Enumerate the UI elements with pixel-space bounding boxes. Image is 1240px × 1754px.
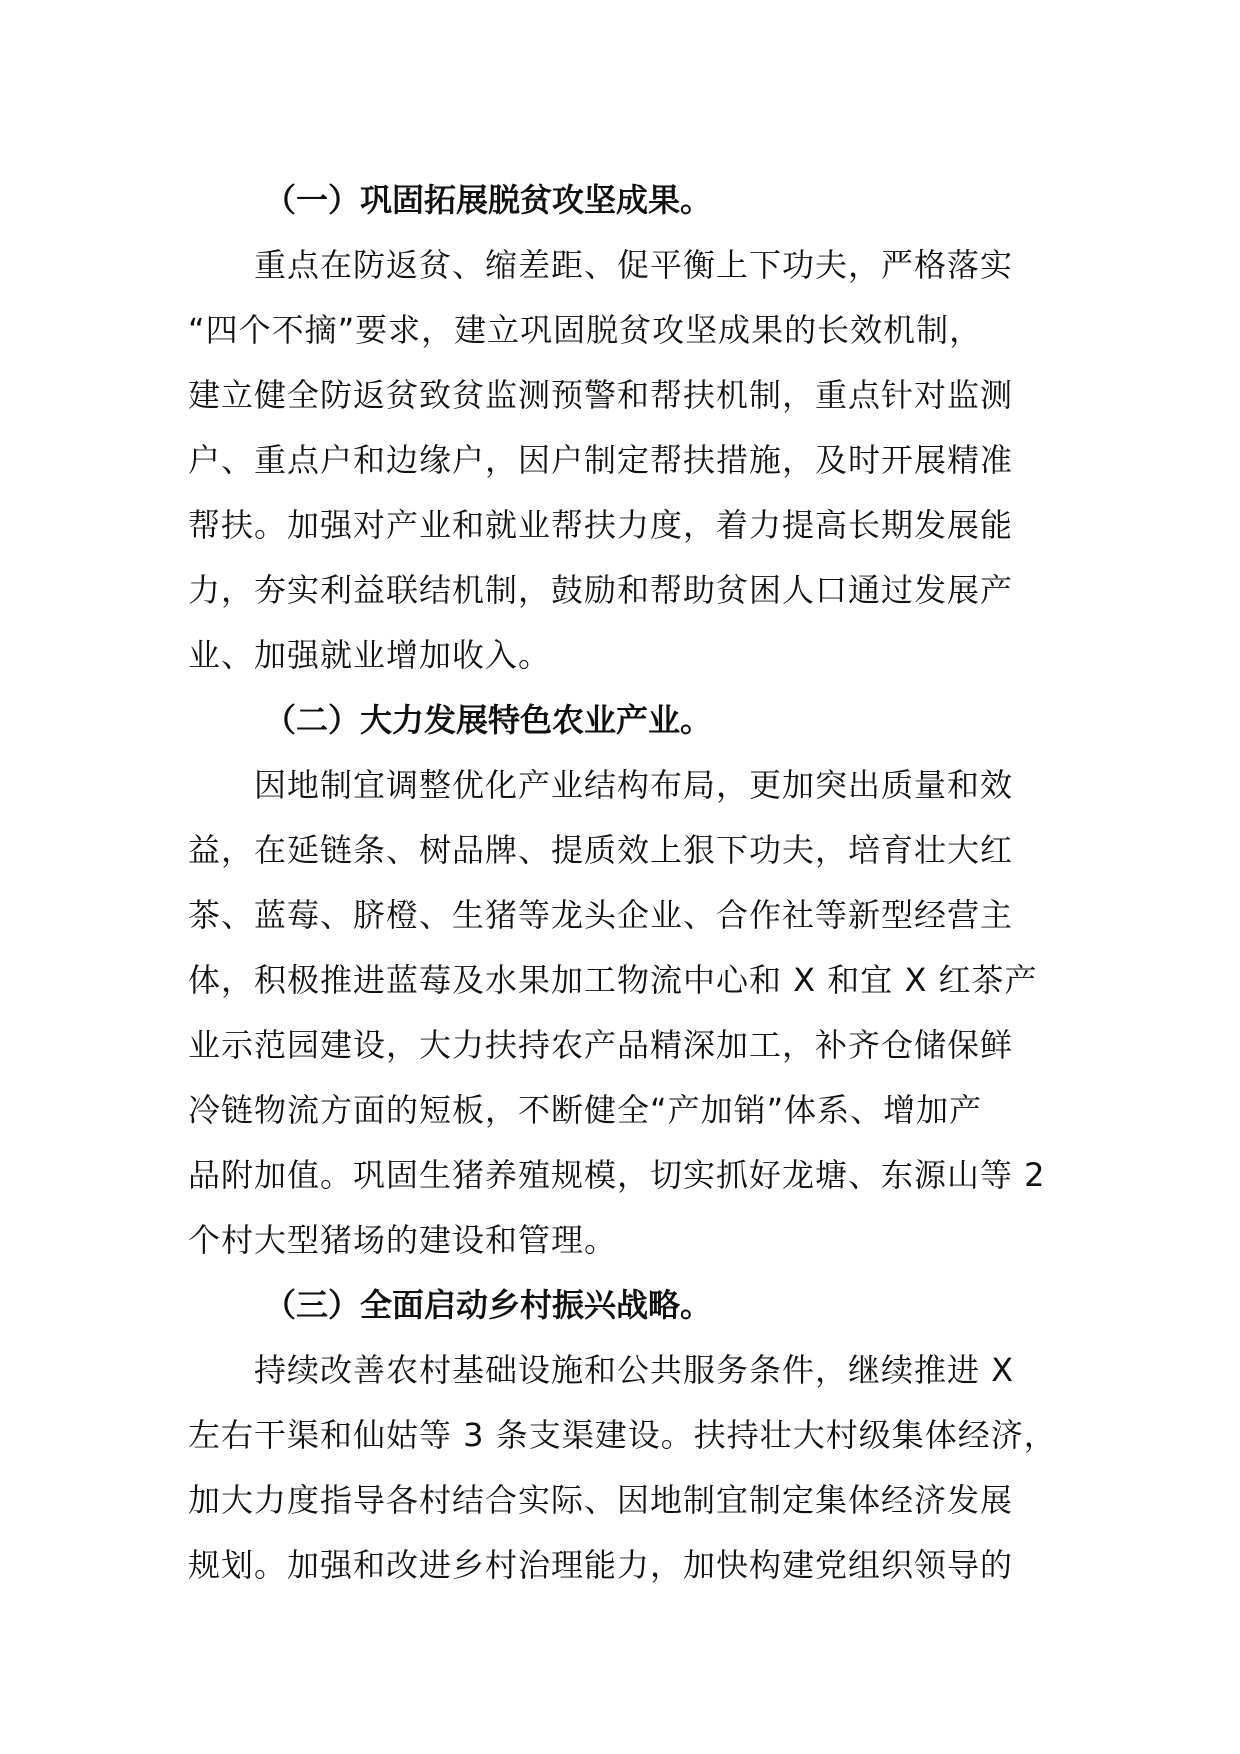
section-heading-3: （三）全面启动乡村振兴战略。	[264, 1286, 713, 1324]
paragraph-line: 体，积极推进蓝莓及水果加工物流中心和 X 和宜 X 红茶产	[188, 961, 1038, 999]
paragraph-line: 持续改善农村基础设施和公共服务条件，继续推进 X	[254, 1351, 1015, 1389]
paragraph-line: 左右干渠和仙姑等 3 条支渠建设。扶持壮大村级集体经济，	[188, 1416, 1057, 1454]
paragraph-line: 加大力度指导各村结合实际、因地制宜制定集体经济发展	[188, 1481, 1014, 1519]
paragraph-line: 业示范园建设，大力扶持农产品精深加工，补齐仓储保鲜	[188, 1026, 1014, 1064]
paragraph-line: 因地制宜调整优化产业结构布局，更加突出质量和效	[254, 766, 1014, 804]
paragraph-line: 益，在延链条、树品牌、提质效上狠下功夫，培育壮大红	[188, 831, 1014, 869]
paragraph-line: “四个不摘”要求，建立巩固脱贫攻坚成果的长效机制，	[188, 311, 983, 349]
paragraph-line: 建立健全防返贫致贫监测预警和帮扶机制，重点针对监测	[188, 376, 1014, 414]
section-heading-1: （一）巩固拓展脱贫攻坚成果。	[264, 181, 713, 219]
paragraph-line: 规划。加强和改进乡村治理能力，加快构建党组织领导的	[188, 1546, 1014, 1584]
paragraph-line: 力，夯实利益联结机制，鼓励和帮助贫困人口通过发展产	[188, 571, 1014, 609]
paragraph-line: 重点在防返贫、缩差距、促平衡上下功夫，严格落实	[254, 246, 1014, 284]
paragraph-line: 户、重点户和边缘户，因户制定帮扶措施，及时开展精准	[188, 441, 1014, 479]
section-heading-2: （二）大力发展特色农业产业。	[264, 701, 713, 739]
paragraph-line: 品附加值。巩固生猪养殖规模，切实抓好龙塘、东源山等 2	[188, 1156, 1046, 1194]
paragraph-line: 茶、蓝莓、脐橙、生猪等龙头企业、合作社等新型经营主	[188, 896, 1014, 934]
paragraph-line: 冷链物流方面的短板，不断健全“产加销”体系、增加产	[188, 1091, 983, 1129]
paragraph-line: 个村大型猪场的建设和管理。	[188, 1221, 618, 1259]
paragraph-line: 业、加强就业增加收入。	[188, 636, 552, 674]
document-page	[188, 168, 1068, 1598]
paragraph-line: 帮扶。加强对产业和就业帮扶力度，着力提高长期发展能	[188, 506, 1014, 544]
